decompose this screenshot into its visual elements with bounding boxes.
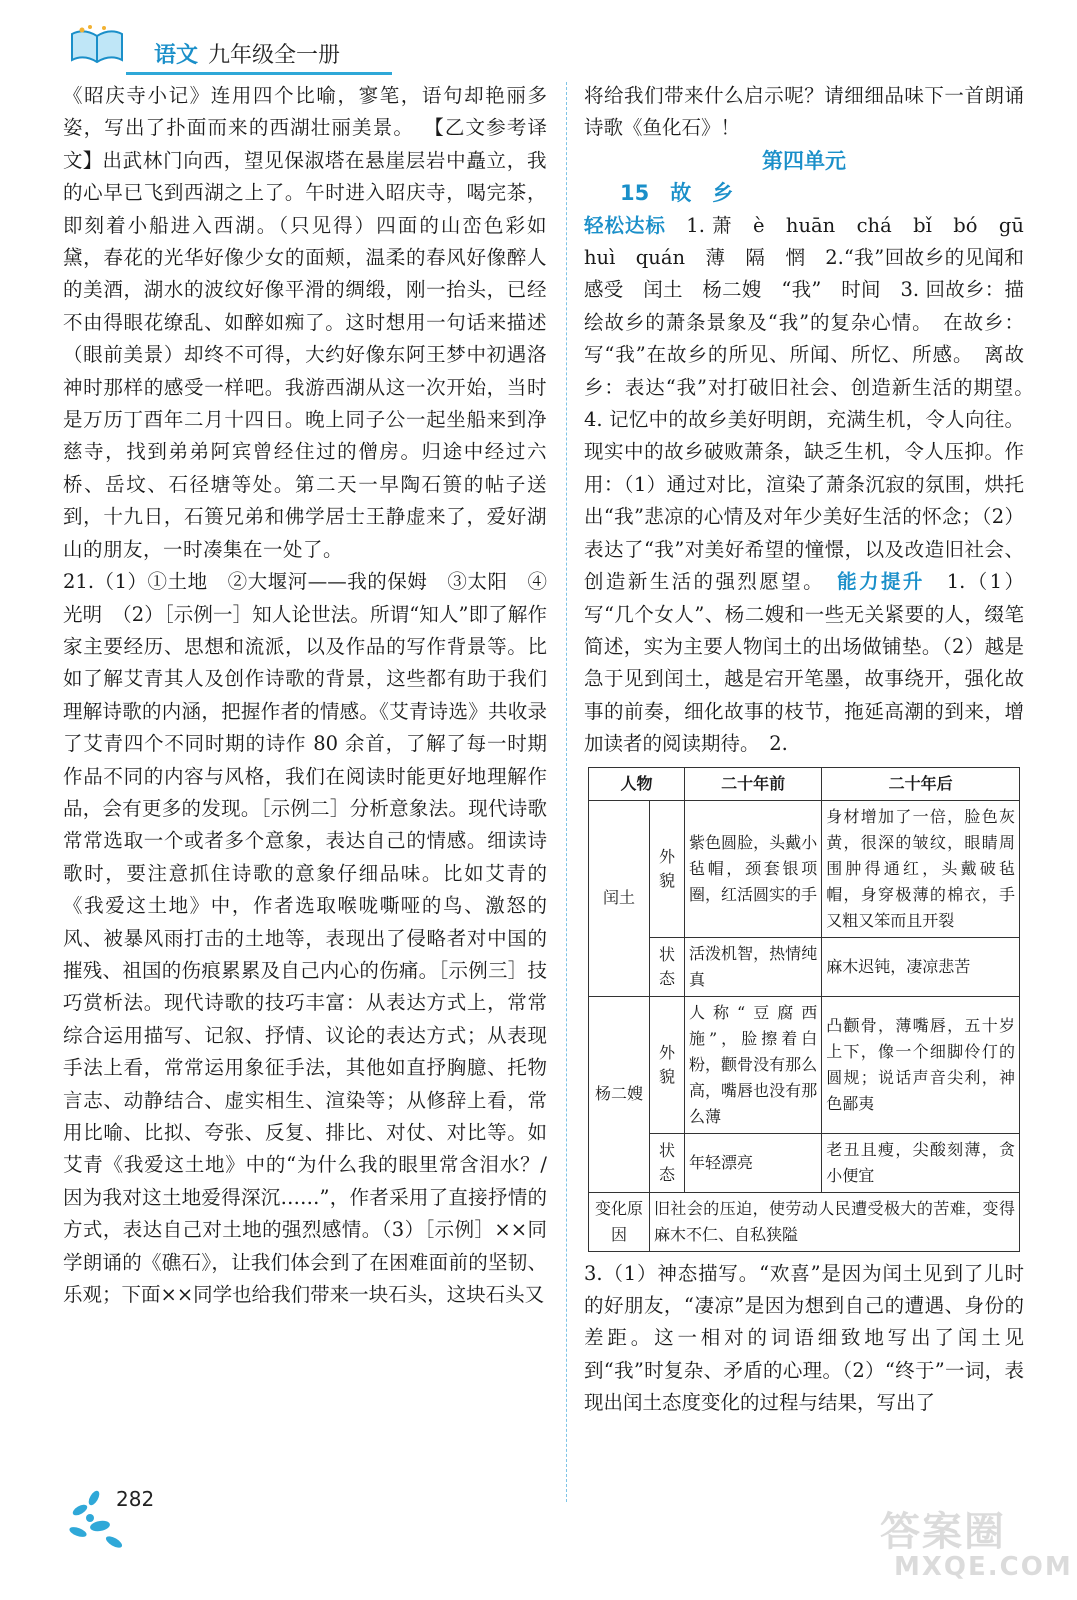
right-paragraph-0: 将给我们带来什么启示呢？请细细品味下一首朗诵诗歌《鱼化石》！ [584, 84, 1024, 140]
cell-yang-state-before: 年轻漂亮 [685, 1133, 822, 1192]
section-tag-basic: 轻松达标 [584, 213, 666, 237]
header-before: 二十年前 [685, 767, 822, 800]
table-row [589, 1133, 1020, 1192]
unit-title: 第四单元 [762, 148, 846, 173]
left-paragraph-1 [63, 80, 547, 566]
cell-change-label: 变化原因 [589, 1192, 650, 1251]
watermark [870, 1500, 1073, 1590]
cell-yang-app-before: 人称“豆腐西施”，脸擦着白粉，颧骨没有那么高，嘴唇也没有那么薄 [685, 996, 822, 1133]
left-paragraph-2: 21.（1）①土地 ②大堰河——我的保姆 ③太阳 ④光明 （2）［示例一］知人论世法。所谓“知人”即了解作家主要经历、思想和流派，以及作品的写作背景等。比如了解艾青其人及创作诗歌的背景，这些都有助于我们理解诗歌的内涵，把握作者的情感。《艾青诗选》共收录了艾青四个不同时期的诗作 80 余首，了解了每一时期作品不同的内容与风格，我们在阅读时能更好地理解作品，会有更多的发现。［示例二］分析意象法。现代诗歌常常选取一个或者多个意象，表达自己的情感。细读诗歌时，要注意抓住诗歌的意象仔细品味。比如艾青的《我爱这土地》中，作者选取喉咙嘶哑的鸟、激怒的风、被暴风雨打击的土地等，表现出了侵略者对中国的摧残、祖国的伤痕累累及自己内心的伤痛。［示例三］技巧赏析法。现代诗歌的技巧丰富：从表达方式上，常常综合运用描写、记叙、抒情、议论的表达方式；从表现手法上看，常常运用象征手法，其他如直抒胸臆、托物言志、动静结合、虚实相生、渲染等；从修辞上看，常用比喻、比拟、夸张、反复、排比、对仗、对比等。如艾青《我爱这土地》中的“为什么我的眼里常含泪水？/因为我对这土地爱得深沉……”，作者采用了直接抒情的方式，表达自己对土地的强烈感情。（3）［示例］××同学朗诵的《礁石》，让我们体会到了在困难面前的坚韧、乐观；下面××同学也给我们带来一块石头，这块石头又 [63, 570, 547, 1307]
lesson-title: 15 故 乡 [620, 181, 734, 206]
table-row [589, 937, 1020, 996]
cell-change-text: 旧社会的压迫，使劳动人民遭受极大的苦难，变得麻木不仁、自私狭隘 [650, 1192, 1020, 1251]
header-person: 人物 [589, 767, 685, 800]
text-basic: 1. 萧 è huān chá bǐ bó gū huì quán 薄 隔 惘 2.“我”回故乡的见闻和感受 闰土 杨二嫂 “我” 时间 3. 回故乡：描绘故乡的萧条景象及“我”的复杂心情。 在故乡：写“我”在故乡的所见、所闻、所忆、所感。 离故乡：表达“我”对打破旧社会、创造新生活的期望。 4. 记忆中的故乡美好明朗，充满生机，令人向往。现实中的故乡破败萧条，缺乏生机，令人压抑。作用：（1）通过对比，渲染了萧条沉寂的氛围，烘托出“我”悲凉的心情及对年少美好生活的怀念；（2）表达了“我”对美好希望的憧憬，以及改造旧社会、创造新生活的强烈愿望。 [584, 213, 1044, 594]
right-paragraph-3: 3.（1）神态描写。“欢喜”是因为闰土见到了儿时的好朋友，“凄凉”是因为想到自己的遭遇、身份的差距。这一相对的词语细致地写出了闰土见到“我”时复杂、矛盾的心理。（2）“终于”一词，表现出闰土态度变化的过程与结果，写出了 [584, 1261, 1024, 1415]
page-number: 282 [116, 1487, 155, 1511]
cell-runtu: 闰土 [589, 800, 650, 996]
open-book-icon [68, 24, 126, 64]
header-rule [126, 72, 392, 75]
text-p1: 《昭庆寺小记》连用四个比喻，寥笔，语句却艳丽多姿，写出了扑面而来的西湖壮丽美景。 [63, 84, 547, 140]
table-row [589, 800, 1020, 937]
cell-state: 状态 [650, 937, 685, 996]
grade-label: 九年级全一册 [208, 43, 341, 68]
translation-tag: 【乙文参考译文】 [63, 116, 547, 172]
table-row [589, 996, 1020, 1133]
table-header-row [589, 767, 1020, 800]
cell-yang-app-after: 凸颧骨，薄嘴唇，五十岁上下，像一个细脚伶仃的圆规；说话声音尖利，神色鄙夷 [822, 996, 1020, 1133]
page-header [68, 14, 368, 70]
comparison-table [588, 767, 1020, 1252]
cell-runtu-state-before: 活泼机智，热情纯真 [685, 937, 822, 996]
left-column [63, 80, 547, 1311]
translation-text: 出武林门向西，望见保淑塔在悬崖层岩中矗立，我的心早已飞到西湖之上了。午时进入昭庆寺，喝完茶，即刻着小船进入西湖。（只见得）四面的山峦色彩如黛，春花的光华好像少女的面颊，温柔的春风好像醉人的美酒，湖水的波纹好像平滑的绸缎，刚一抬头，已经不由得眼花缭乱、如醉如痴了。这时想用一句话来描述（眼前美景）却终不可得，大约好像东阿王梦中初遇洛神时那样的感受一样吧。我游西湖从这一次开始，当时是万历丁酉年二月十四日。晚上同子公一起坐船来到净慈寺，找到弟弟阿宾曾经住过的僧房。归途中经过六桥、岳坟、石径塘等处。第二天一早陶石篑的帖子送到，十九日，石篑兄弟和佛学居士王静虚来了，爱好湖山的朋友，一时凑集在一处了。 [63, 148, 547, 561]
cell-appearance: 外貌 [650, 996, 685, 1133]
cell-runtu-app-before: 紫色圆脸，头戴小毡帽，颈套银项圈，红活圆实的手 [685, 800, 822, 937]
table-row [589, 1192, 1020, 1251]
cell-yang-state-after: 老丑且瘦，尖酸刻薄，贪小便宜 [822, 1133, 1020, 1192]
watermark-line-1: 答案圈 [880, 1509, 1006, 1555]
cell-runtu-app-after: 身材增加了一倍，脸色灰黄，很深的皱纹，眼睛周围肿得通红，头戴破毡帽，身穿极薄的棉衣，手又粗又笨而且开裂 [822, 800, 1020, 937]
flower-decoration-icon [60, 1470, 260, 1570]
cell-yang: 杨二嫂 [589, 996, 650, 1192]
watermark-line-2: MXQE.COM [894, 1552, 1073, 1582]
right-paragraph-1 [584, 210, 1044, 761]
section-tag-advanced: 能力提升 [837, 570, 925, 594]
text-advanced: 1.（1）写“几个女人”、杨二嫂和一些无关紧要的人，缀笔简述，实为主要人物闰土的出场做铺垫。（2）越是急于见到闰土，越是宕开笔墨，故事绕开，强化故事的前奏，细化故事的枝节，拖延高潮的到来，增加读者的阅读期待。 2. [584, 570, 1024, 756]
cell-state: 状态 [650, 1133, 685, 1192]
right-column [584, 80, 1044, 1420]
cell-appearance: 外貌 [650, 800, 685, 937]
column-divider [566, 82, 567, 1502]
subject-label: 语文 [154, 43, 199, 68]
header-after: 二十年后 [822, 767, 1020, 800]
cell-runtu-state-after: 麻木迟钝，凄凉悲苦 [822, 937, 1020, 996]
